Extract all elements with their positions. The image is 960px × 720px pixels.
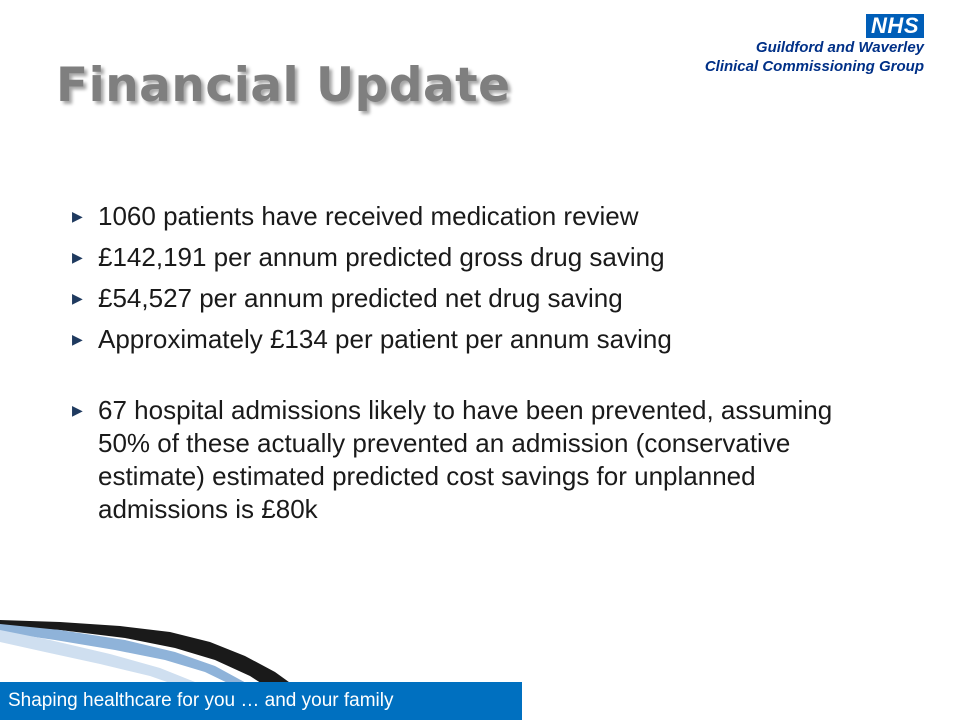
bullet-text: Approximately £134 per patient per annum saving <box>98 324 672 354</box>
bullet-text: £54,527 per annum predicted net drug saving <box>98 283 623 313</box>
slide-title: Financial Update <box>56 58 511 113</box>
bullet-list <box>70 200 890 534</box>
bullet-item <box>70 241 890 274</box>
bullet-item <box>70 282 890 315</box>
bullet-text: 1060 patients have received medication review <box>98 201 639 231</box>
bullet-arrow-icon: ▶ <box>72 331 83 347</box>
bullet-arrow-icon: ▶ <box>72 249 83 265</box>
bullet-arrow-icon: ▶ <box>72 402 83 418</box>
footer-banner: Shaping healthcare for you … and your family <box>0 682 522 720</box>
org-name-line-2: Clinical Commissioning Group <box>704 58 924 75</box>
bullet-arrow-icon: ▶ <box>72 290 83 306</box>
bullet-item <box>70 200 890 233</box>
bullet-arrow-icon: ▶ <box>72 208 83 224</box>
org-name-line-1: Guildford and Waverley <box>755 39 924 56</box>
bullet-text: £142,191 per annum predicted gross drug saving <box>98 242 665 272</box>
bullet-text: 67 hospital admissions likely to have been prevented, assuming 50% of these actually prevented an admission (conservative estimate) estimated predicted cost savings for unplanned admissions is £80k <box>98 395 833 524</box>
bullet-item <box>70 323 890 356</box>
bullet-item <box>70 394 890 526</box>
nhs-logo <box>664 14 924 76</box>
nhs-badge: NHS <box>866 14 924 38</box>
